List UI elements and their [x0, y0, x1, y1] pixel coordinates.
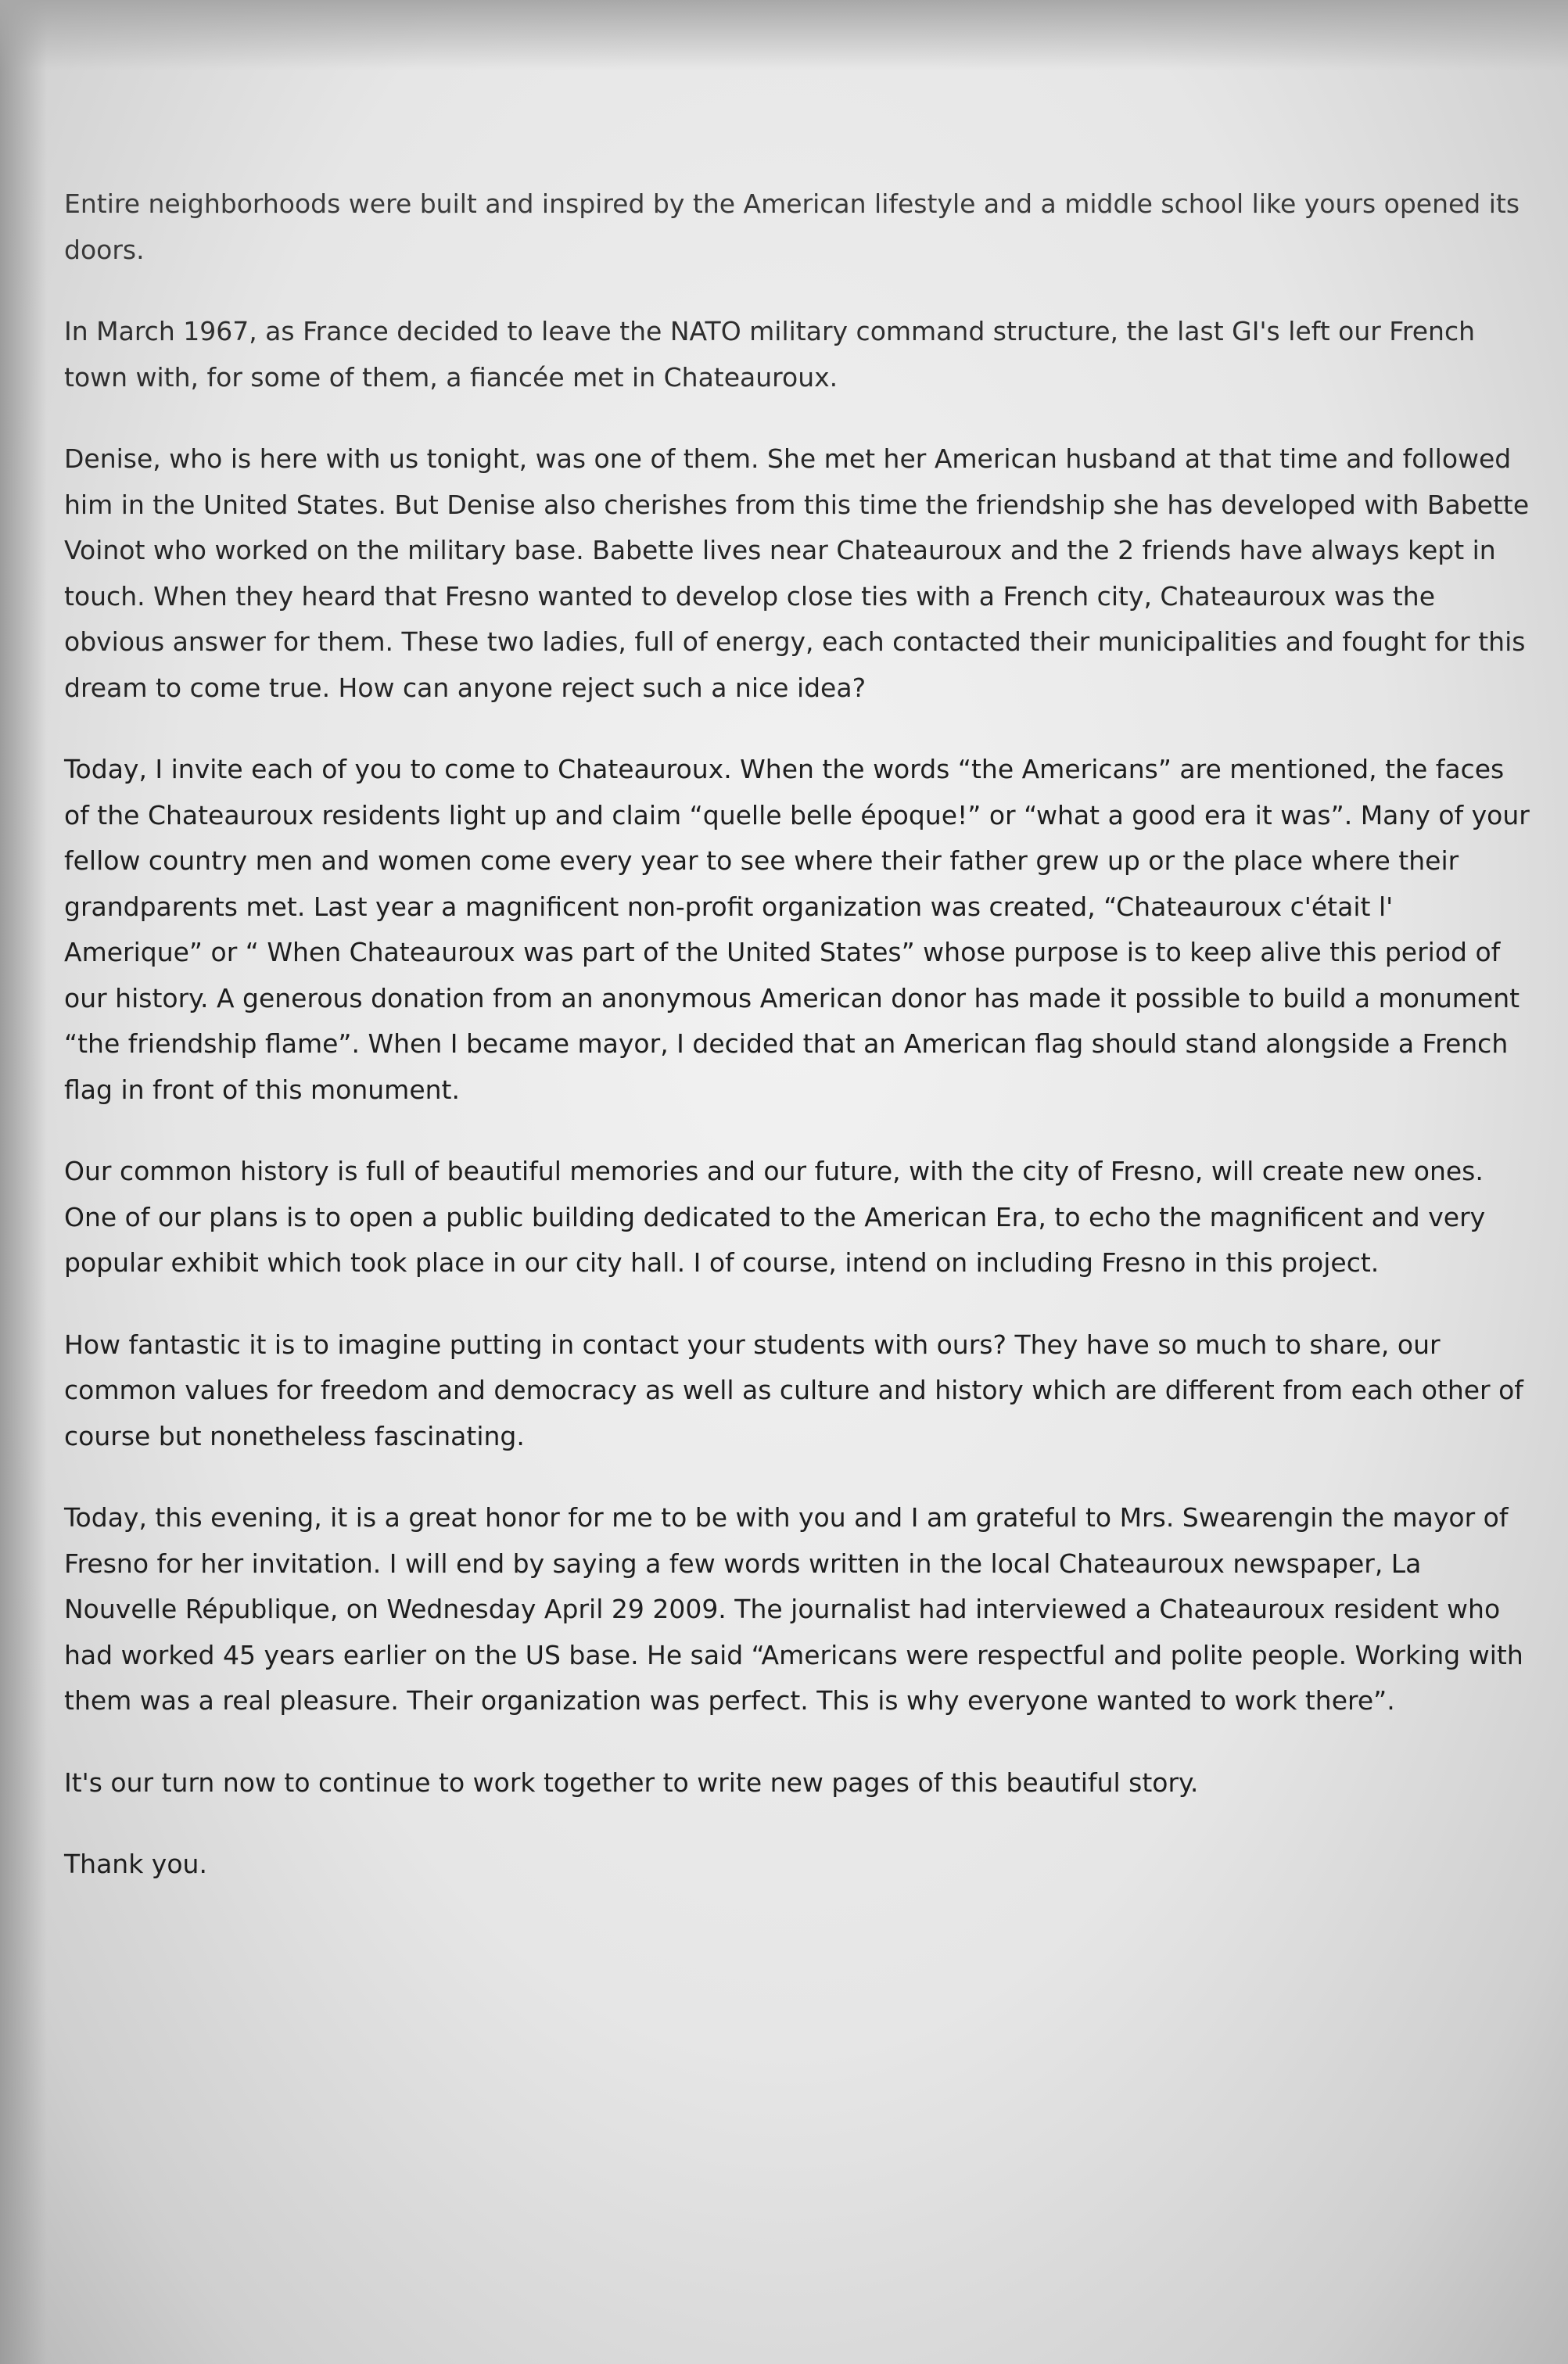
- letter-body: [64, 181, 1534, 1924]
- paragraph-common-history: Our common history is full of beautiful memories and our future, with the city of Fresno, will create new ones. One of our plans is to open a public building dedicated to the American Era, to echo the magnificent and very popular exhibit which took place in our city hall. I of course, intend on including Fresno in this project.: [64, 1156, 1486, 1278]
- paragraph-neighborhoods: Entire neighborhoods were built and inspired by the American lifestyle and a middle school like yours opened its doors.: [64, 188, 1520, 265]
- paragraph-march-1967: In March 1967, as France decided to leave the NATO military command structure, the last GI's left our French town with, for some of them, a fiancée met in Chateauroux.: [64, 316, 1476, 393]
- paragraph-honor: Today, this evening, it is a great honor for me to be with you and I am grateful to Mrs. Swearengin the mayor of Fresno for her invitation. I will end by saying a few words written in the local Chateauroux newspaper, La Nouvelle République, on Wednesday April 29 2009. The journalist had interviewed a Chateauroux resident who had worked 45 years earlier on the US base. He said “Americans were respectful and polite people. Working with them was a real pleasure. Their organization was perfect. This is why everyone wanted to work there”.: [64, 1502, 1523, 1716]
- page-shadow-top: [0, 0, 1568, 70]
- paragraph-our-turn: It's our turn now to continue to work together to write new pages of this beautiful story.: [64, 1767, 1199, 1798]
- page-shadow-left: [0, 0, 47, 2364]
- closing-line: Thank you.: [64, 1849, 207, 1879]
- paragraph-students: How fantastic it is to imagine putting in contact your students with ours? They have so much to share, our common values for freedom and democracy as well as culture and history which are different from each other of course but nonetheless fascinating.: [64, 1329, 1523, 1451]
- paragraph-invitation: Today, I invite each of you to come to Chateauroux. When the words “the Americans” are mentioned, the faces of the Chateauroux residents light up and claim “quelle belle époque!” or “what a good era it was”. Many of your fellow country men and women come every year to see where their father grew up or the place where their grandparents met. Last year a magnificent non-profit organization was created, “Chateauroux c'était l' Amerique” or “ When Chateauroux was part of the United States” whose purpose is to keep alive this period of our history. A generous donation from an anonymous American donor has made it possible to build a monument “the friendship flame”. When I became mayor, I decided that an American flag should stand alongside a French flag in front of this monument.: [64, 754, 1530, 1105]
- paragraph-denise: Denise, who is here with us tonight, was one of them. She met her American husband at that time and followed him in the United States. But Denise also cherishes from this time the friendship she has developed with Babette Voinot who worked on the military base. Babette lives near Chateauroux and the 2 friends have always kept in touch. When they heard that Fresno wanted to develop close ties with a French city, Chateauroux was the obvious answer for them. These two ladies, full of energy, each contacted their municipalities and fought for this dream to come true. How can anyone reject such a nice idea?: [64, 443, 1530, 703]
